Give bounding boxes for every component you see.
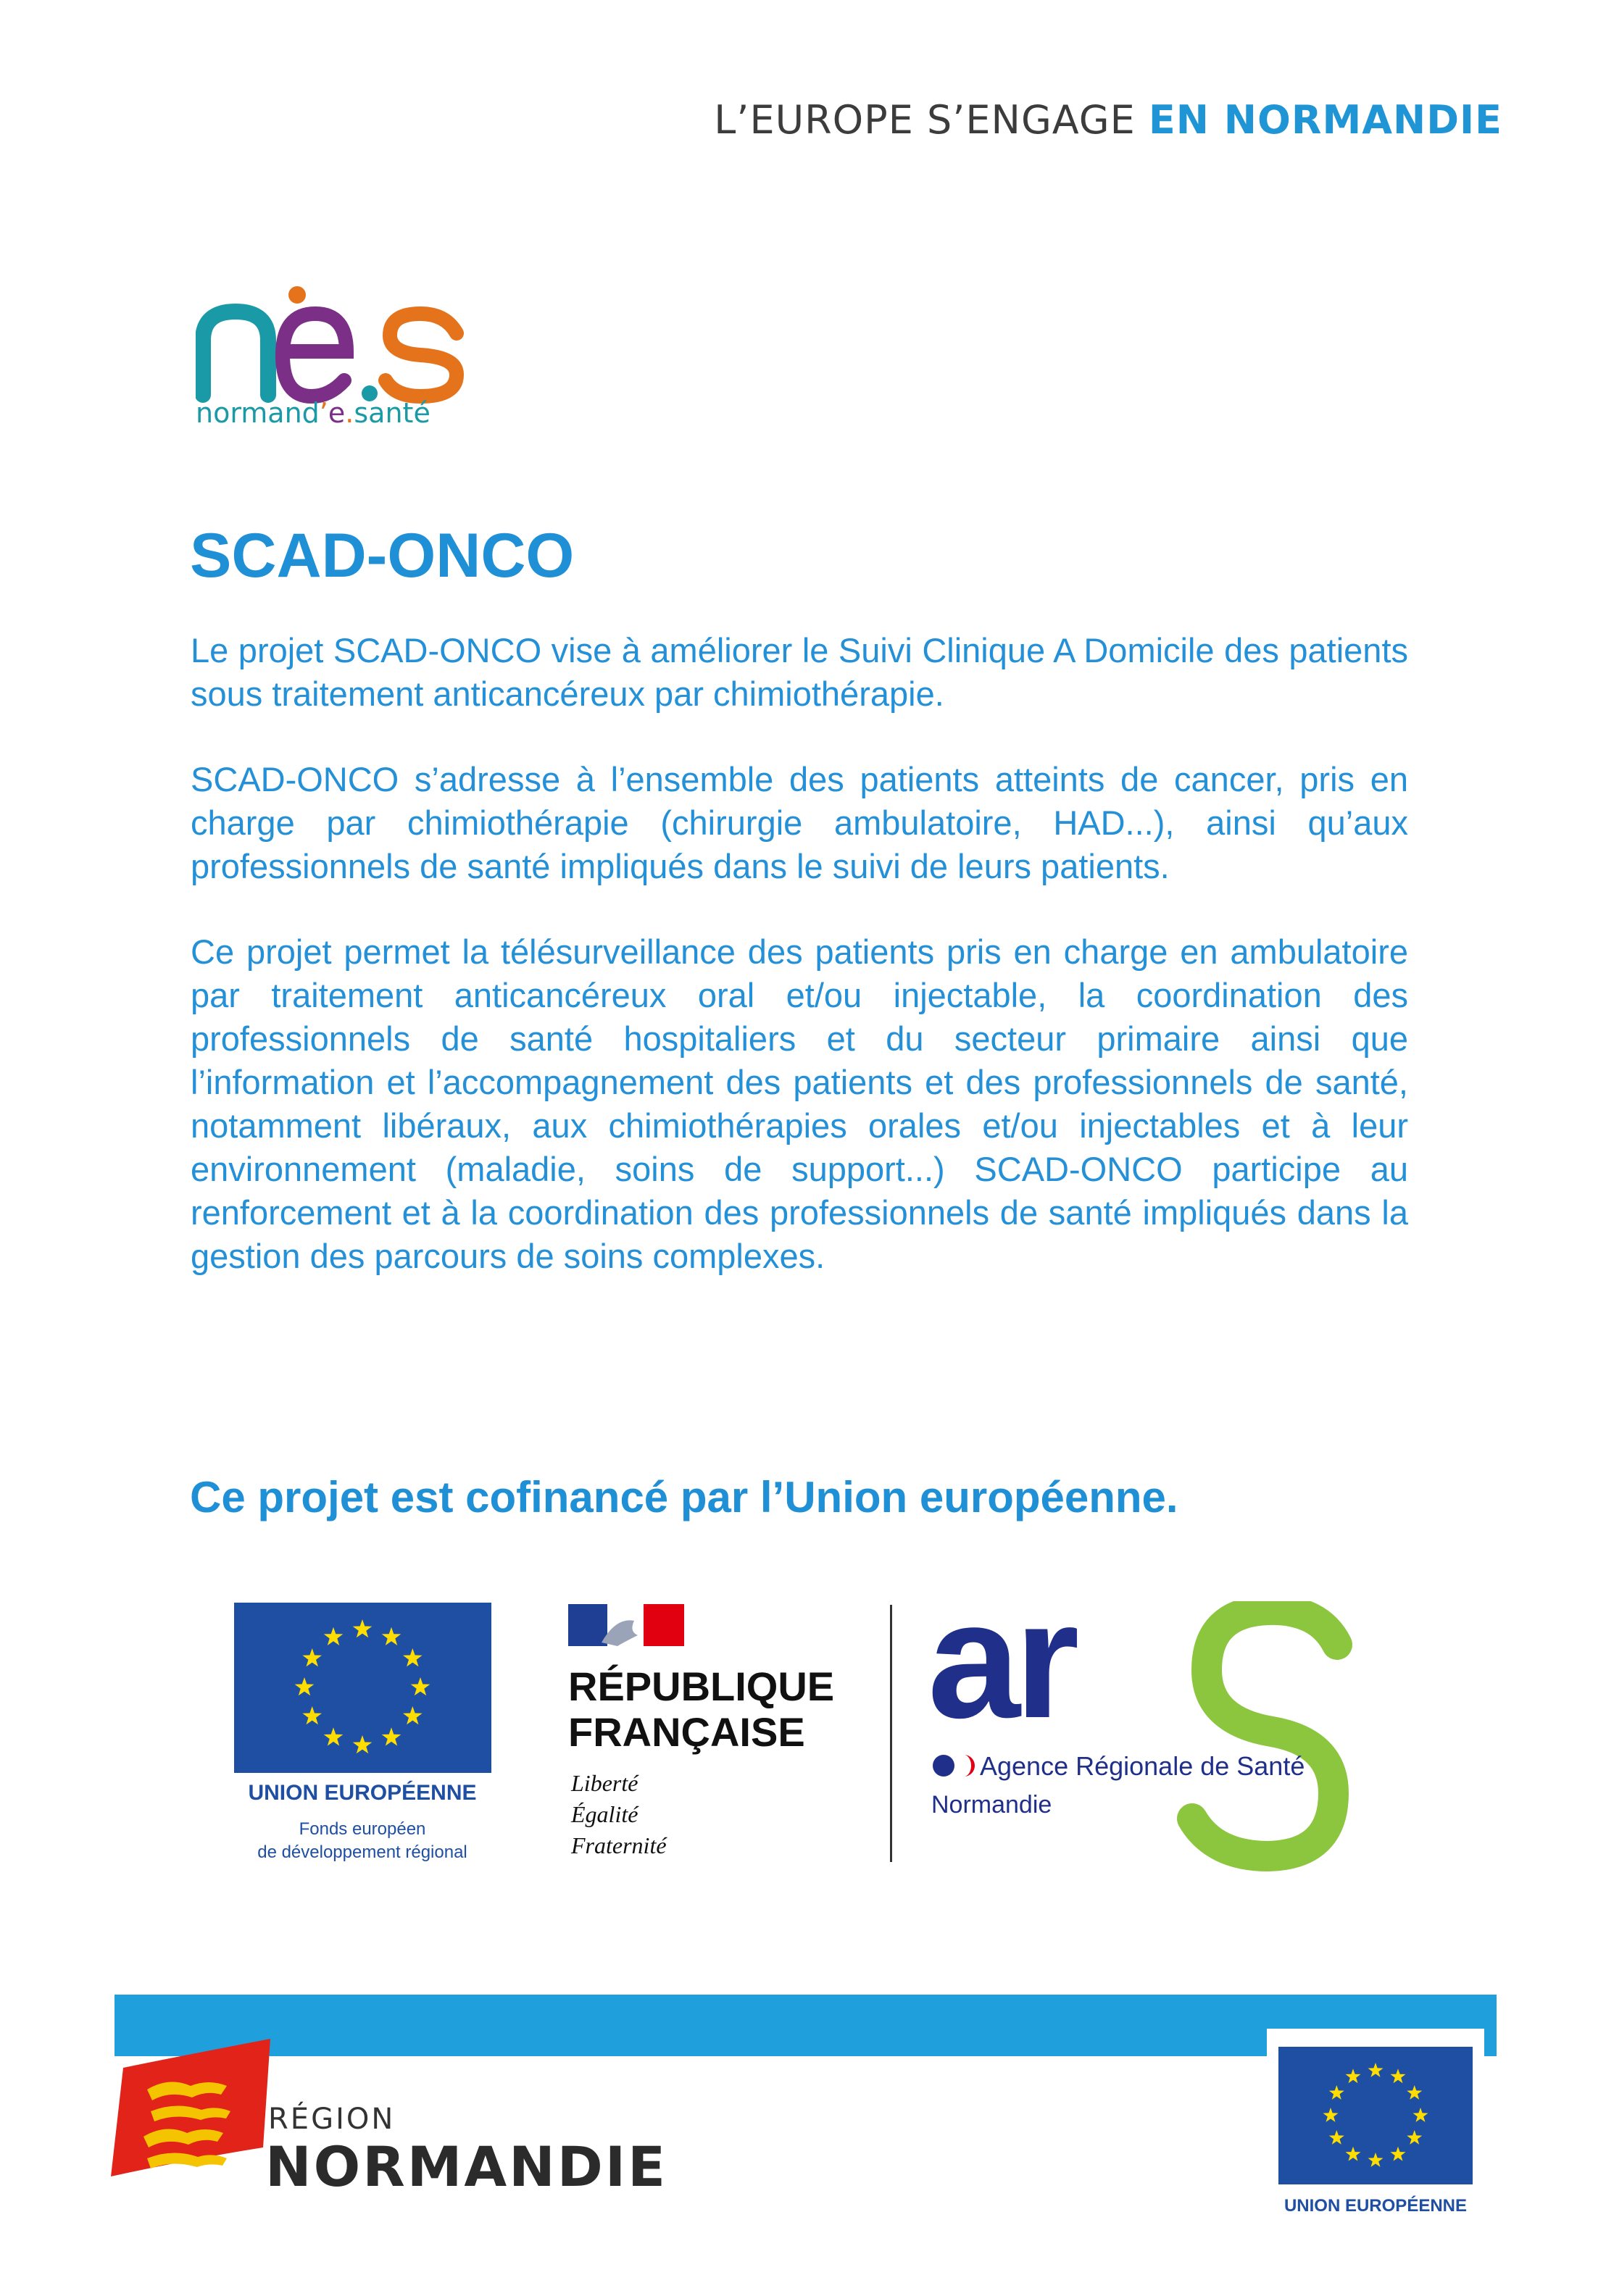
ars-logo (928, 1601, 1377, 1873)
paragraph-2: SCAD-ONCO s’adresse à l’ensemble des patients atteints de cancer, pris en charge par chimiothérapie (chirurgie ambulatoire, HAD...), ainsi qu’aux professionnels de santé impliqués dans le suivi de leurs patients. (191, 760, 1408, 885)
nes-text-5: santé (354, 397, 430, 429)
eu-feder-logo (230, 1603, 499, 1871)
nes-logo-text (196, 397, 430, 429)
tagline-part1: L’EUROPE S’ENGAGE (714, 97, 1149, 143)
eu-logo-name: UNION EUROPÉENNE (248, 1781, 477, 1805)
ars-agency-name: Agence Régionale de Santé (980, 1751, 1305, 1781)
cofinance-statement: Ce projet est cofinancé par l’Union européenne. (190, 1473, 1178, 1521)
rf-motto1: Liberté (571, 1770, 638, 1796)
tagline-highlight: EN NORMANDIE (1148, 97, 1502, 143)
ars-region: Normandie (931, 1791, 1052, 1819)
eu-logo-line2: de développement régional (257, 1842, 467, 1862)
eu-logo-line1: Fonds européen (299, 1819, 426, 1839)
eu-small-label: UNION EUROPÉENNE (1283, 2196, 1468, 2216)
region-label-big: NORMANDIE (265, 2134, 668, 2199)
ars-mark-letters: ar (928, 1601, 1074, 1753)
republique-francaise-logo (565, 1603, 870, 1871)
page-title: SCAD-ONCO (190, 521, 575, 590)
body-text (191, 629, 1408, 1320)
nes-text-3: e (328, 397, 346, 429)
header-tagline (714, 97, 1502, 143)
ars-s-mark (1192, 1610, 1337, 1856)
rf-line2: FRANÇAISE (568, 1709, 805, 1755)
nes-text-1: normand (196, 397, 320, 429)
logo-separator (890, 1605, 892, 1862)
rf-line1: RÉPUBLIQUE (568, 1663, 835, 1709)
rf-motto2: Égalité (571, 1801, 638, 1827)
rf-motto3: Fraternité (571, 1832, 667, 1858)
eu-small-logo (1270, 2043, 1480, 2224)
nes-text-4: . (345, 397, 354, 429)
nes-text-2: ’ (319, 397, 328, 429)
normandie-flag-icon (107, 2039, 274, 2184)
region-label-small: RÉGION (268, 2103, 396, 2136)
paragraph-1: Le projet SCAD-ONCO vise à améliorer le Suivi Clinique A Domicile des patients sous traitement anticancéreux par chimiothérapie. (191, 631, 1408, 713)
paragraph-3: Ce projet permet la télésurveillance des patients pris en charge en ambulatoire par traitement anticancéreux oral et/ou injectable, la coordination des professionnels de santé hospitaliers et du secteur primaire ainsi que l’information et l’accompagnement des patients et des professionnels de santé, notamment libéraux, aux chimiothérapies orales et/ou injectables et à leur environnement (maladie, soins de support...) SCAD-ONCO participe au renforcement et à la coordination des professionnels de santé impliqués dans la gestion des parcours de soins complexes. (191, 932, 1408, 1275)
